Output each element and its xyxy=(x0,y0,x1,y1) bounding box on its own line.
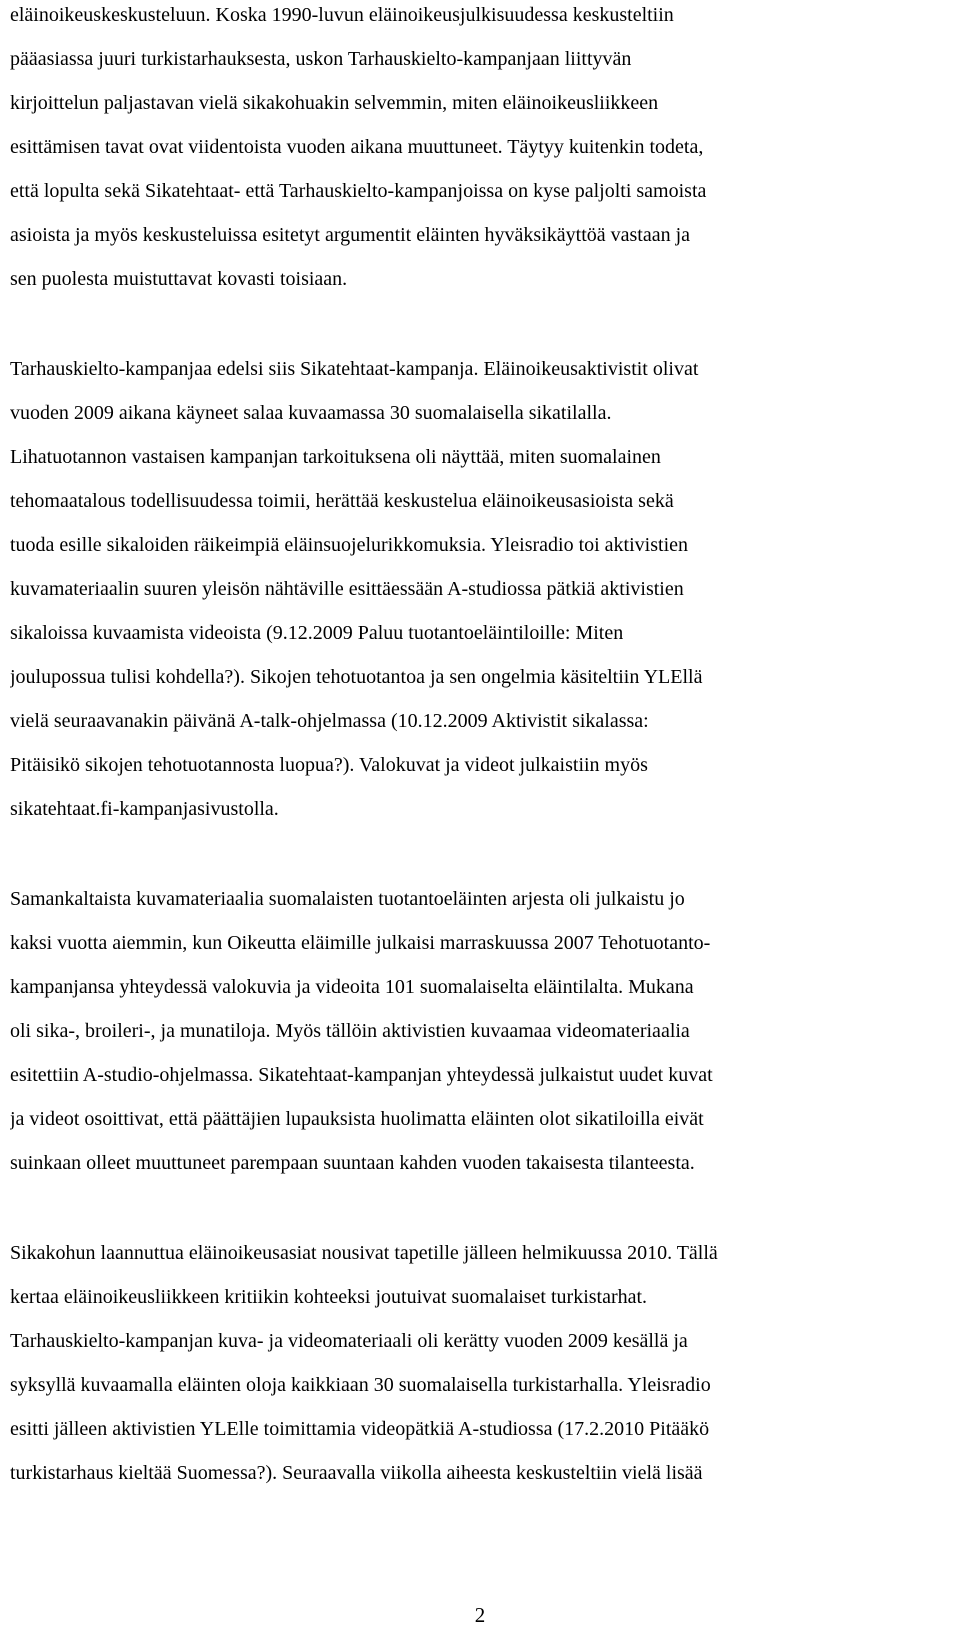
text-line: pääasiassa juuri turkistarhauksesta, uskon Tarhauskielto-kampanjaan liittyvän xyxy=(10,48,632,70)
text-line: turkistarhaus kieltää Suomessa?). Seuraavalla viikolla aiheesta keskusteltiin vielä lisää xyxy=(10,1462,703,1484)
text-line: Pitäisikö sikojen tehotuotannosta luopua?). Valokuvat ja videot julkaistiin myös xyxy=(10,754,648,776)
paragraph-gap xyxy=(10,831,940,877)
text-line: sikatehtaat.fi-kampanjasivustolla. xyxy=(10,798,279,820)
text-line: joulupossua tulisi kohdella?). Sikojen tehotuotantoa ja sen ongelmia käsiteltiin YLEllä xyxy=(10,666,703,688)
paragraph xyxy=(10,347,940,831)
paragraph xyxy=(10,1231,940,1495)
text-line: Lihatuotannon vastaisen kampanjan tarkoituksena oli näyttää, miten suomalainen xyxy=(10,446,661,468)
text-line: kertaa eläinoikeusliikkeen kritiikin kohteeksi joutuivat suomalaiset turkistarhat. xyxy=(10,1286,648,1308)
text-line: kirjoittelun paljastavan vielä sikakohuakin selvemmin, miten eläinoikeusliikkeen xyxy=(10,92,659,114)
text-line: tehomaatalous todellisuudessa toimii, herättää keskustelua eläinoikeusasioista sekä xyxy=(10,490,674,512)
paragraph xyxy=(10,0,940,301)
body-text xyxy=(10,0,940,1495)
text-line: esitti jälleen aktivistien YLElle toimittamia videopätkiä A-studiossa (17.2.2010 Pitääkö xyxy=(10,1418,710,1440)
paragraph-gap xyxy=(10,1185,940,1231)
text-line: kaksi vuotta aiemmin, kun Oikeutta eläimille julkaisi marraskuussa 2007 Tehotuotanto- xyxy=(10,932,711,954)
text-line: Sikakohun laannuttua eläinoikeusasiat nousivat tapetille jälleen helmikuussa 2010. Tällä xyxy=(10,1242,718,1264)
text-line: kuvamateriaalin suuren yleisön nähtäville esittäessään A-studiossa pätkiä aktivistien xyxy=(10,578,684,600)
text-line: vielä seuraavanakin päivänä A-talk-ohjelmassa (10.12.2009 Aktivistit sikalassa: xyxy=(10,710,649,732)
text-line: kampanjansa yhteydessä valokuvia ja videoita 101 suomalaiselta eläintilalta. Mukana xyxy=(10,976,694,998)
text-line: Tarhauskielto-kampanjaa edelsi siis Sikatehtaat-kampanja. Eläinoikeusaktivistit olivat xyxy=(10,358,699,380)
text-line: syksyllä kuvaamalla eläinten oloja kaikkiaan 30 suomalaisella turkistarhalla. Yleisradio xyxy=(10,1374,711,1396)
text-line: sikaloissa kuvaamista videoista (9.12.2009 Paluu tuotantoeläintiloille: Miten xyxy=(10,622,624,644)
text-line: sen puolesta muistuttavat kovasti toisiaan. xyxy=(10,268,348,290)
text-line: eläinoikeuskeskusteluun. Koska 1990-luvun eläinoikeusjulkisuudessa keskusteltiin xyxy=(10,4,674,26)
paragraph xyxy=(10,877,940,1185)
text-line: Tarhauskielto-kampanjan kuva- ja videomateriaali oli kerätty vuoden 2009 kesällä ja xyxy=(10,1330,688,1352)
paragraph-gap xyxy=(10,301,940,347)
text-line: esitettiin A-studio-ohjelmassa. Sikatehtaat-kampanjan yhteydessä julkaistut uudet kuvat xyxy=(10,1064,713,1086)
text-line: asioista ja myös keskusteluissa esitetyt argumentit eläinten hyväksikäyttöä vastaan ja xyxy=(10,224,691,246)
text-line: suinkaan olleet muuttuneet parempaan suuntaan kahden vuoden takaisesta tilanteesta. xyxy=(10,1152,695,1174)
text-line: Samankaltaista kuvamateriaalia suomalaisten tuotantoeläinten arjesta oli julkaistu jo xyxy=(10,888,685,910)
text-line: vuoden 2009 aikana käyneet salaa kuvaamassa 30 suomalaisella sikatilalla. xyxy=(10,402,612,424)
text-line: ja videot osoittivat, että päättäjien lupauksista huolimatta eläinten olot sikatiloilla eivät xyxy=(10,1108,704,1130)
text-line: esittämisen tavat ovat viidentoista vuoden aikana muuttuneet. Täytyy kuitenkin todeta, xyxy=(10,136,704,158)
text-line: että lopulta sekä Sikatehtaat- että Tarhauskielto-kampanjoissa on kyse paljolti samoista xyxy=(10,180,707,202)
page-number: 2 xyxy=(474,1603,486,1627)
text-line: tuoda esille sikaloiden räikeimpiä eläinsuojelurikkomuksia. Yleisradio toi aktivistien xyxy=(10,534,688,556)
text-line: oli sika-, broileri-, ja munatiloja. Myös tällöin aktivistien kuvaamaa videomateriaalia xyxy=(10,1020,690,1042)
